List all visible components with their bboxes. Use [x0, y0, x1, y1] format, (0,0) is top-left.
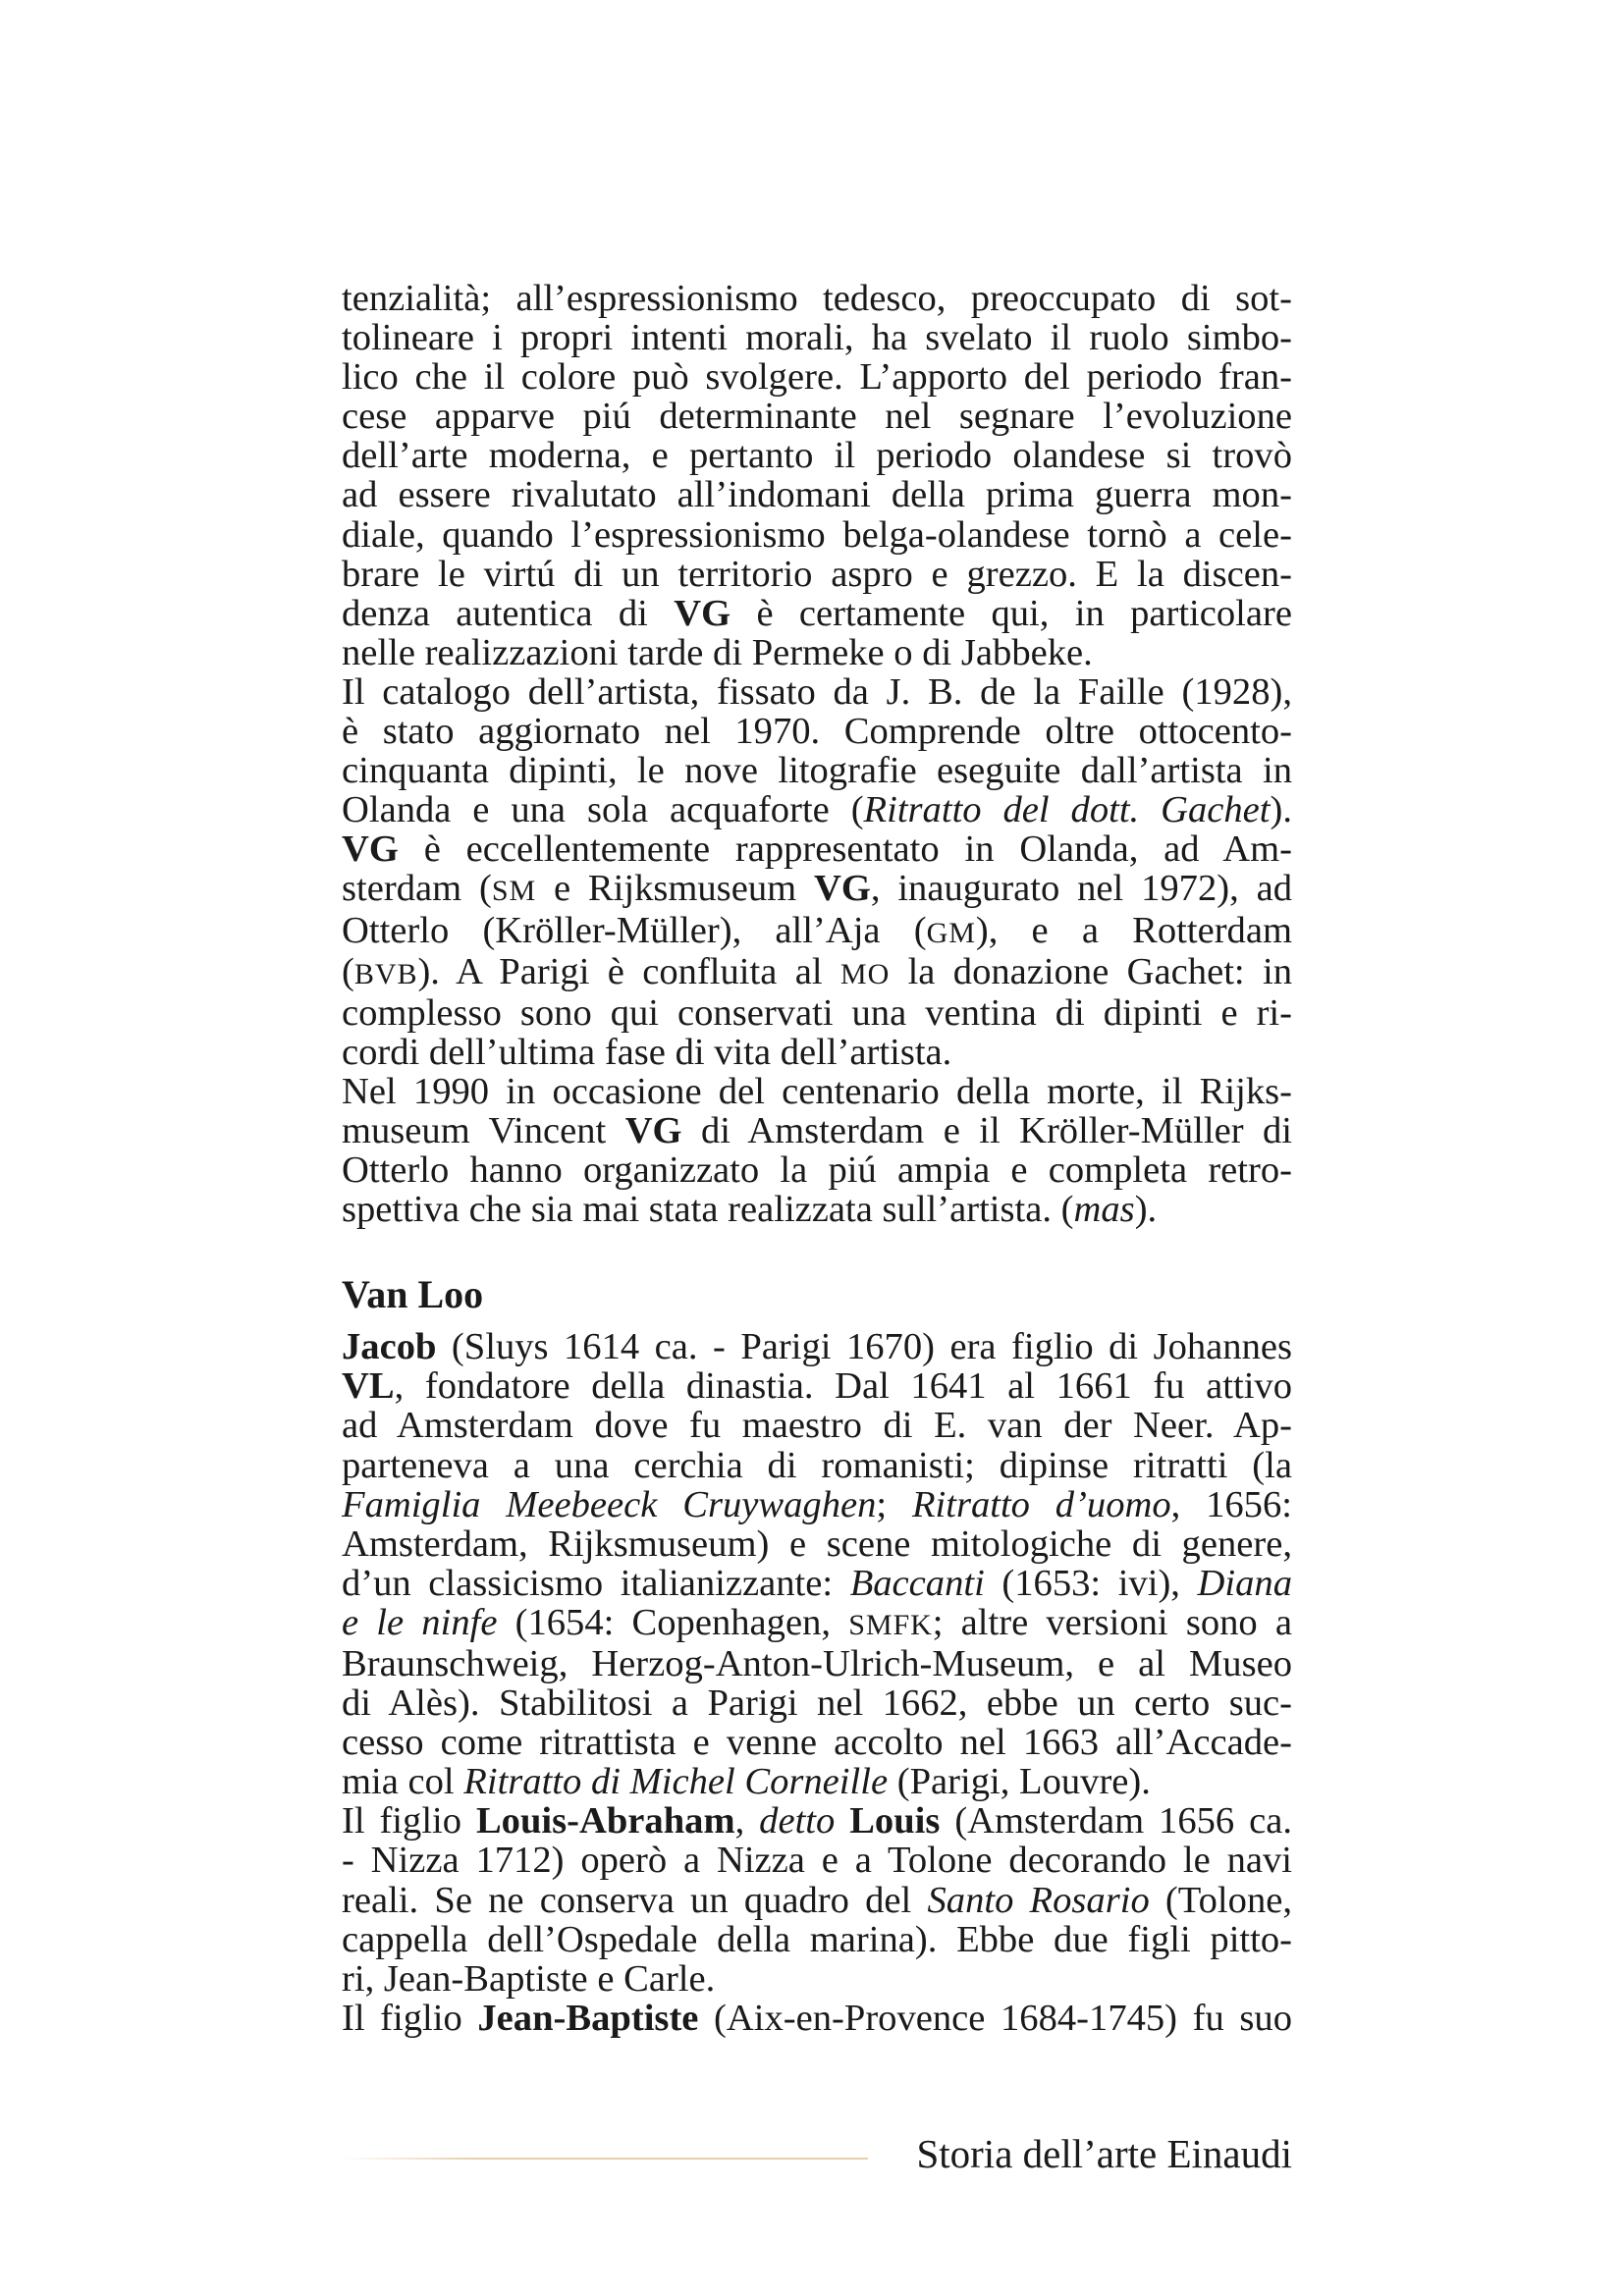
text-line: parteneva a una cerchia di romanisti; dipinse ritratti (la [342, 1444, 1292, 1486]
text-line: Il figlio Louis-Abraham, detto Louis (Amsterdam 1656 ca. [342, 1800, 1292, 1842]
text-line: Il figlio Jean-Baptiste (Aix-en-Provence 1684-1745) fu suo [342, 1997, 1292, 2039]
text-line: cinquanta dipinti, le nove litografie eseguite dall’artista in [342, 750, 1292, 792]
text-line: lico che il colore può svolgere. L’apporto del periodo fran- [342, 356, 1292, 399]
text-line: diale, quando l’espressionismo belga-olandese tornò a cele- [342, 513, 1292, 556]
text-line: cappella dell’Ospedale della marina). Ebbe due figli pitto- [342, 1918, 1292, 1960]
text-line: VG è eccellentemente rappresentato in Olanda, ad Am- [342, 828, 1292, 871]
text-line: Braunschweig, Herzog-Anton-Ulrich-Museum, e al Museo [342, 1643, 1292, 1684]
text-line: d’un classicismo italianizzante: Baccanti (1653: ivi), Diana [342, 1562, 1292, 1604]
text-line: tenzialità; all’espressionismo tedesco, preoccupato di sot- [342, 278, 1292, 319]
paragraph-catalog [342, 672, 1292, 1072]
text-line: cese apparve piú determinante nel segnare l’evoluzione [342, 396, 1292, 438]
article-body [342, 279, 1292, 2038]
text-line: Jacob (Sluys 1614 ca. - Parigi 1670) era figlio di Johannes [342, 1326, 1292, 1368]
text-line: ri, Jean-Baptiste e Carle. [342, 1957, 716, 2000]
text-line: Famiglia Meebeeck Cruywaghen; Ritratto d’uomo, 1656: [342, 1483, 1292, 1525]
text-line: ad Amsterdam dove fu maestro di E. van der Neer. Ap- [342, 1405, 1292, 1447]
text-line: cesso come ritrattista e venne accolto nel 1663 all’Accade- [342, 1722, 1292, 1764]
text-line: Nel 1990 in occasione del centenario della morte, il Rijks- [342, 1070, 1292, 1112]
text-line: cordi dell’ultima fase di vita dell’artista. [342, 1031, 952, 1073]
text-line: reali. Se ne conserva un quadro del Santo Rosario (Tolone, [342, 1879, 1293, 1921]
footer-rule [342, 2158, 868, 2160]
text-line: Otterlo (Kröller-Müller), all’Aja (GM), e a Rotterdam [342, 909, 1292, 951]
text-line: tolineare i propri intenti morali, ha svelato il ruolo simbo- [342, 317, 1292, 359]
paragraph-louis [342, 1801, 1292, 1998]
text-line: Olanda e una sola acquaforte (Ritratto del dott. Gachet). [342, 789, 1292, 831]
text-line: dell’arte moderna, e pertanto il periodo olandese si trovò [342, 435, 1292, 477]
paragraph-jean-baptiste [342, 1999, 1292, 2038]
text-line: ad essere rivalutato all’indomani della prima guerra mon- [342, 474, 1292, 516]
text-line: VL, fondatore della dinastia. Dal 1641 al 1661 fu attivo [342, 1365, 1292, 1408]
text-line: sterdam (SM e Rijksmuseum VG, inaugurato nel 1972), ad [342, 868, 1292, 910]
text-line: brare le virtú di un territorio aspro e grezzo. E la discen- [342, 553, 1292, 595]
text-line: mia col Ritratto di Michel Corneille (Parigi, Louvre). [342, 1761, 1151, 1803]
text-line: (BVB). A Parigi è confluita al MO la donazione Gachet: in [342, 950, 1292, 992]
text-line: - Nizza 1712) operò a Nizza e a Tolone decorando le navi [342, 1840, 1292, 1882]
text-line: complesso sono qui conservati una ventina di dipinti e ri- [342, 991, 1292, 1034]
paragraph-vg-legacy [342, 279, 1292, 672]
text-line: spettiva che sia mai stata realizzata sull’artista. (mas). [342, 1189, 1158, 1231]
text-line: Amsterdam, Rijksmuseum) e scene mitologiche di genere, [342, 1522, 1292, 1565]
text-line: Il catalogo dell’artista, fissato da J. B. de la Faille (1928), [342, 670, 1292, 713]
text-line: e le ninfe (1654: Copenhagen, SMFK; altre versioni sono a [342, 1601, 1292, 1643]
section-heading: Van Loo [342, 1272, 484, 1317]
text-line: nelle realizzazioni tarde di Permeke o di Jabbeke. [342, 631, 1093, 673]
text-line: denza autentica di VG è certamente qui, in particolare [342, 592, 1292, 634]
text-line: di Alès). Stabilitosi a Parigi nel 1662, ebbe un certo suc- [342, 1682, 1292, 1725]
text-line: museum Vincent VG di Amsterdam e il Kröller-Müller di [342, 1109, 1292, 1151]
paragraph-jacob [342, 1327, 1292, 1801]
footer-title: Storia dell’arte Einaudi [916, 2131, 1292, 2176]
abbrev-vg: VG [674, 592, 731, 634]
text-line: Otterlo hanno organizzato la piú ampia e completa retro- [342, 1149, 1292, 1192]
text-line: è stato aggiornato nel 1970. Comprende oltre ottocento- [342, 711, 1292, 753]
paragraph-retrospective [342, 1072, 1292, 1229]
